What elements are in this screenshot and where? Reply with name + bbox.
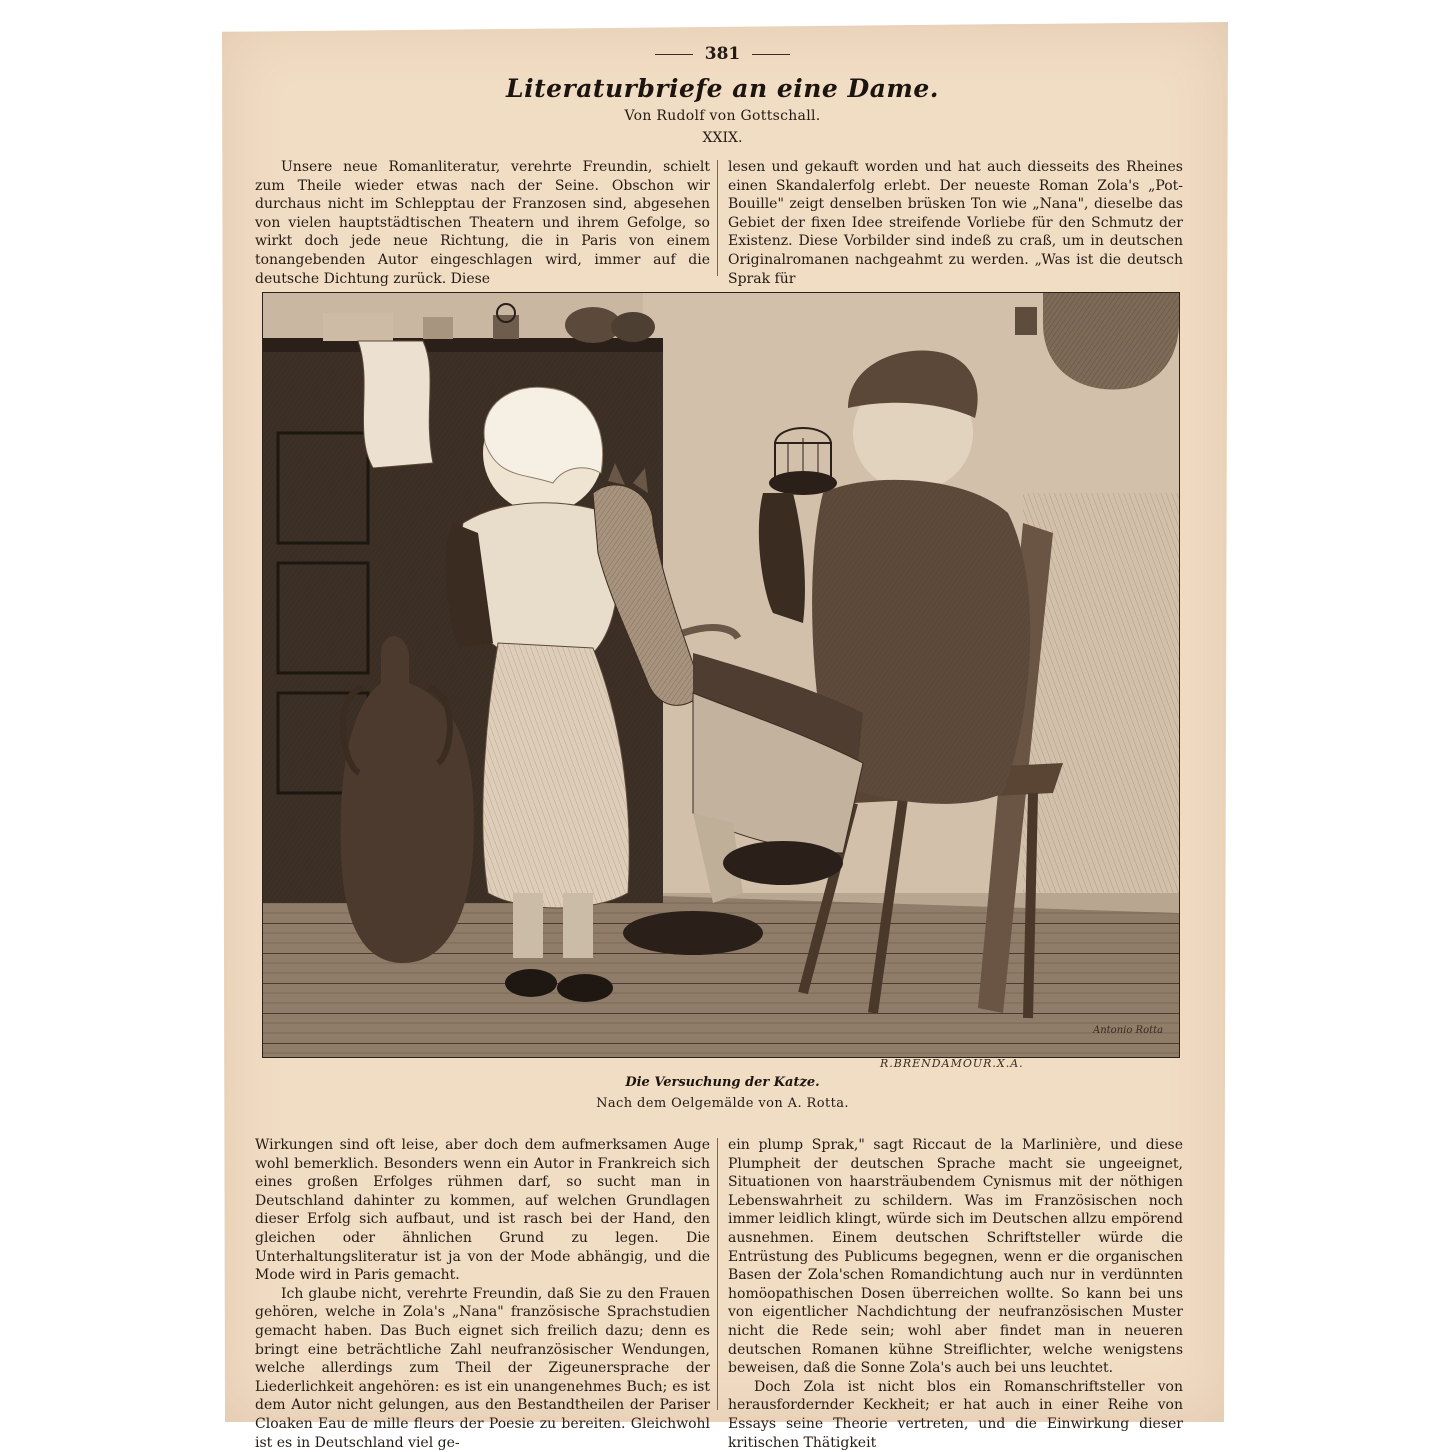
- bottom-right-paragraph-2: Doch Zola ist nicht blos ein Romanschriftsteller von herausfordernder Keckheit; er hat auch in einer Reihe von Essays seine Theorie vertreten, und die Einwirkung dieser kritischen Thätigkeit: [728, 1378, 1183, 1451]
- article-title: Literaturbriefe an eine Dame.: [506, 74, 939, 103]
- engraving-image: [263, 293, 1179, 1057]
- illustration-caption-source: Nach dem Oelgemälde von A. Rotta.: [596, 1096, 849, 1111]
- top-left-paragraph: Unsere neue Romanliteratur, verehrte Freundin, schielt zum Theile wieder etwas nach der Seine. Obschon wir durchaus nicht im Schlepptau der Franzosen sind, abgesehen von vielen hauptstädtischen Theatern und ihrem Gefolge, so wirkt doch jede neue Richtung, die in Paris von einem tonangebenden Autor eingeschlagen wird, immer auf die deutsche Dichtung zurück. Diese: [255, 159, 710, 287]
- article-byline: Von Rudolf von Gottschall.: [624, 108, 821, 124]
- chapter-number: XXIX.: [702, 130, 743, 146]
- page-number-rule-right: [752, 54, 790, 55]
- top-right-column: [728, 158, 1183, 288]
- page-number-rule-left: [655, 54, 693, 55]
- top-column-divider: [717, 160, 718, 276]
- top-right-paragraph: lesen und gekauft worden und hat auch diesseits des Rheines einen Skandalerfolg erlebt. Der neueste Roman Zola's „Pot-Bouille" zeigt denselben brüsken Ton wie „Nana", dieselbe das Gebiet der fixen Idee streifende Vorliebe für den Schmutz der Existenz. Diese Vorbilder sind indeß zu craß, um in deutschen Originalromanen nachgeahmt zu werden. „Was ist die deutsch Sprak für: [728, 159, 1183, 287]
- page-number-text: 381: [704, 44, 741, 64]
- top-left-column: [255, 158, 710, 288]
- engraver-signature: R.BRENDAMOUR.X.A.: [880, 1057, 1024, 1070]
- bottom-right-column: [728, 1136, 1183, 1452]
- engraving-illustration: [262, 292, 1180, 1058]
- bottom-left-paragraph-2: Ich glaube nicht, verehrte Freundin, daß Sie zu den Frauen gehören, welche in Zola's „Nana" französische Sprachstudien gemacht haben. Das Buch eignet sich freilich dazu; denn es bringt eine beträchtliche Zahl neufranzösischer Wendungen, welche allerdings zum Theil der Zigeunersprache der Liederlichkeit angehören: es ist ein unangenehmes Buch; es ist dem Autor nicht gelungen, aus den Bestandtheilen der Pariser Cloaken Eau de mille fleurs der Poesie zu bereiten. Gleichwohl ist es in Deutschland viel ge-: [255, 1285, 710, 1451]
- bottom-left-column: [255, 1136, 710, 1452]
- illustration-caption-title: Die Versuchung der Katze.: [625, 1075, 820, 1090]
- bottom-right-paragraph-1: ein plump Sprak," sagt Riccaut de la Marlinière, und diese Plumpheit der deutschen Sprache macht sie ungeeignet, Situationen von haarsträubendem Cynismus mit der nöthigen Lebenswahrheit zu schildern. Was im Französischen noch immer leidlich klingt, würde sich im Deutschen allzu empörend ausnehmen. Einem deutschen Schriftsteller würde die Entrüstung des Publicums begegnen, wenn er die organischen Basen der Zola'schen Romandichtung auch nur in verdünnten homöopathischen Dosen überreichen wollte. So kann bei uns von eigentlicher Nachdichtung der neufranzösischen Muster nicht die Rede sein; wohl aber findet man in neueren deutschen Romanen kühne Streiflichter, welche wenigstens beweisen, daß die Sonne Zola's auch bei uns leuchtet.: [728, 1137, 1183, 1377]
- bottom-left-paragraph-1: Wirkungen sind oft leise, aber doch dem aufmerksamen Auge wohl bemerklich. Besonders wenn ein Autor in Frankreich sich eines großen Erfolges rühmen darf, so sucht man in Deutschland dahinter zu kommen, auf welchen Grundlagen dieser Erfolg sich aufbaut, und ist rasch bei der Hand, den gleichen oder ähnlichen Grund zu legen. Die Unterhaltungsliteratur ist ja von der Mode abhängig, und die Mode wird in Paris gemacht.: [255, 1137, 710, 1284]
- page-number: [0, 44, 1445, 64]
- svg-text:Antonio Rotta: Antonio Rotta: [1093, 1025, 1164, 1036]
- bottom-column-divider: [717, 1138, 718, 1410]
